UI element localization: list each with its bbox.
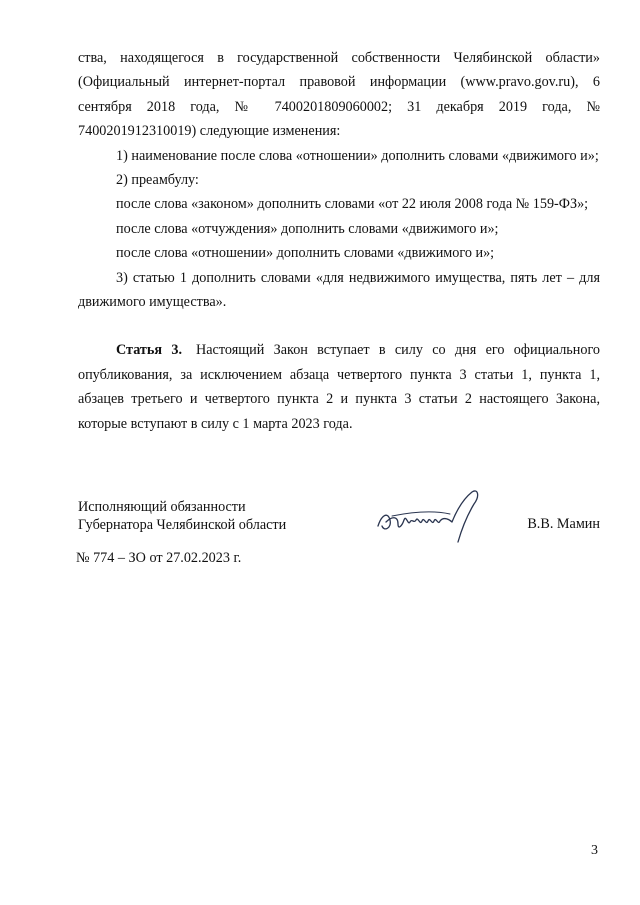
signatory-name: В.В. Мамин bbox=[527, 516, 600, 532]
article-text: Настоящий Закон вступает в силу со дня его официального опубликования, за исключением абзаца четвертого пункта 3 статьи 1, пункта 1, абзацев третьего и четвертого пункта 2 и пункта 3 статьи 2 настоящего Закона, которые вступают в силу с 1 марта 2023 года. bbox=[78, 342, 600, 432]
signatory-title-line-1: Исполняющий обязанности bbox=[78, 499, 246, 515]
paragraph-preamble-1: после слова «законом» дополнить словами «от 22 июля 2008 года № 159-ФЗ»; bbox=[116, 196, 589, 213]
document-number: № 774 – ЗО от 27.02.2023 г. bbox=[76, 550, 242, 566]
paragraph-continuation: ства, находящегося в государственной собственности Челябинской области» (Официальный интернет-портал правовой информации (www.pravo.gov.ru), 6 сентября 2018 года, № 7400201809060002; 31 декабря 2019 года, № 7400201912310019) следующие изменения: bbox=[78, 50, 600, 140]
page-number: 3 bbox=[591, 843, 598, 858]
paragraph-item-3: 3) статью 1 дополнить словами «для недвижимого имущества, пять лет – для движимого имущества». bbox=[78, 269, 600, 311]
paragraph-preamble-2: после слова «отчуждения» дополнить словами «движимого и»; bbox=[116, 220, 499, 237]
article-label: Статья 3. bbox=[116, 342, 183, 359]
article-3 bbox=[78, 338, 600, 436]
handwritten-signature bbox=[372, 486, 490, 546]
paragraph-item-1: 1) наименование после слова «отношении» дополнить словами «движимого и»; bbox=[116, 147, 599, 164]
document-body bbox=[78, 46, 600, 436]
paragraph-item-2: 2) преамбулу: bbox=[116, 172, 199, 189]
paragraph-preamble-3: после слова «отношении» дополнить словами «движимого и»; bbox=[116, 245, 495, 262]
signatory-title bbox=[78, 498, 286, 534]
signatory-title-line-2: Губернатора Челябинской области bbox=[78, 517, 287, 533]
